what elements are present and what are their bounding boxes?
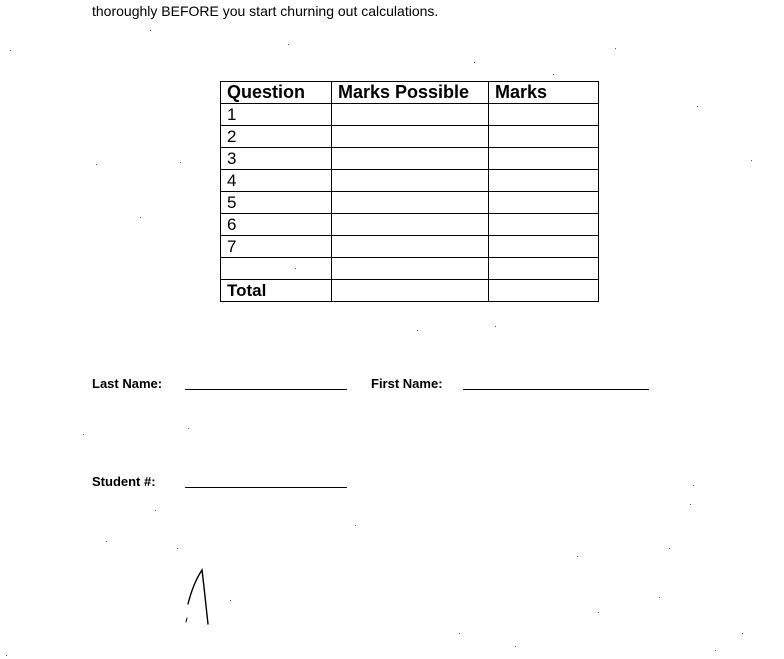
last-name-line[interactable] bbox=[185, 389, 347, 390]
marks-cell bbox=[489, 126, 599, 148]
marks-cell bbox=[489, 170, 599, 192]
marks-possible-cell bbox=[332, 170, 489, 192]
table-row bbox=[221, 214, 599, 236]
table-row bbox=[221, 258, 599, 280]
scan-speck bbox=[474, 62, 475, 63]
student-number-label: Student #: bbox=[92, 474, 156, 489]
marks-cell bbox=[489, 214, 599, 236]
scan-speck bbox=[577, 556, 578, 557]
table-row bbox=[221, 148, 599, 170]
marks-possible-cell bbox=[332, 214, 489, 236]
scan-speck bbox=[155, 510, 156, 511]
question-number: 5 bbox=[221, 192, 332, 214]
scan-speck bbox=[177, 548, 178, 549]
scan-speck bbox=[697, 106, 698, 107]
scan-speck bbox=[288, 44, 289, 45]
total-row bbox=[221, 280, 599, 302]
table-row bbox=[221, 126, 599, 148]
table-row bbox=[221, 236, 599, 258]
table-header-row bbox=[221, 82, 599, 104]
marks-possible-cell bbox=[332, 192, 489, 214]
marks-possible-cell bbox=[332, 104, 489, 126]
marks-possible-cell bbox=[332, 126, 489, 148]
question-number: 7 bbox=[221, 236, 332, 258]
question-number: 4 bbox=[221, 170, 332, 192]
question-number: 2 bbox=[221, 126, 332, 148]
scan-speck bbox=[598, 612, 599, 613]
scan-speck bbox=[669, 548, 670, 549]
question-number bbox=[221, 258, 332, 280]
scan-speck bbox=[515, 646, 516, 647]
scan-speck bbox=[459, 633, 460, 634]
scan-speck bbox=[140, 217, 141, 218]
question-number: 1 bbox=[221, 104, 332, 126]
question-number: 6 bbox=[221, 214, 332, 236]
first-name-line[interactable] bbox=[463, 389, 649, 390]
scan-speck bbox=[83, 434, 84, 435]
student-number-line[interactable] bbox=[185, 487, 347, 488]
table-row bbox=[221, 104, 599, 126]
first-name-label: First Name: bbox=[371, 376, 443, 391]
handwritten-mark bbox=[180, 566, 220, 630]
marks-cell bbox=[489, 236, 599, 258]
scan-speck bbox=[295, 268, 296, 269]
scan-speck bbox=[659, 597, 660, 598]
scan-speck bbox=[417, 330, 418, 331]
scan-speck bbox=[553, 74, 554, 75]
question-number: 3 bbox=[221, 148, 332, 170]
scan-speck bbox=[690, 504, 691, 505]
intro-text: thoroughly BEFORE you start churning out calculations. bbox=[92, 3, 439, 19]
scan-speck bbox=[150, 30, 151, 31]
marks-possible-cell bbox=[332, 236, 489, 258]
total-label: Total bbox=[221, 280, 332, 302]
scan-speck bbox=[230, 600, 231, 601]
last-name-label: Last Name: bbox=[92, 376, 163, 391]
marks-cell bbox=[489, 148, 599, 170]
marks-table bbox=[220, 81, 599, 302]
scan-speck bbox=[188, 428, 189, 429]
scan-speck bbox=[742, 633, 743, 634]
header-marks-possible: Marks Possible bbox=[332, 82, 489, 104]
marks-cell bbox=[489, 258, 599, 280]
scan-speck bbox=[693, 485, 694, 486]
scan-speck bbox=[6, 655, 7, 656]
scan-speck bbox=[10, 50, 11, 51]
total-marks-possible-cell bbox=[332, 280, 489, 302]
total-marks-cell bbox=[489, 280, 599, 302]
header-marks: Marks bbox=[489, 82, 599, 104]
scan-speck bbox=[751, 160, 752, 161]
scan-speck bbox=[180, 162, 181, 163]
scan-speck bbox=[495, 326, 496, 327]
marks-cell bbox=[489, 104, 599, 126]
marks-possible-cell bbox=[332, 258, 489, 280]
marks-cell bbox=[489, 192, 599, 214]
scan-speck bbox=[615, 48, 616, 49]
scan-speck bbox=[106, 541, 107, 542]
header-question: Question bbox=[221, 82, 332, 104]
scan-speck bbox=[96, 164, 97, 165]
table-row bbox=[221, 192, 599, 214]
marks-possible-cell bbox=[332, 148, 489, 170]
table-row bbox=[221, 170, 599, 192]
scan-speck bbox=[715, 650, 716, 651]
scan-speck bbox=[355, 525, 356, 526]
